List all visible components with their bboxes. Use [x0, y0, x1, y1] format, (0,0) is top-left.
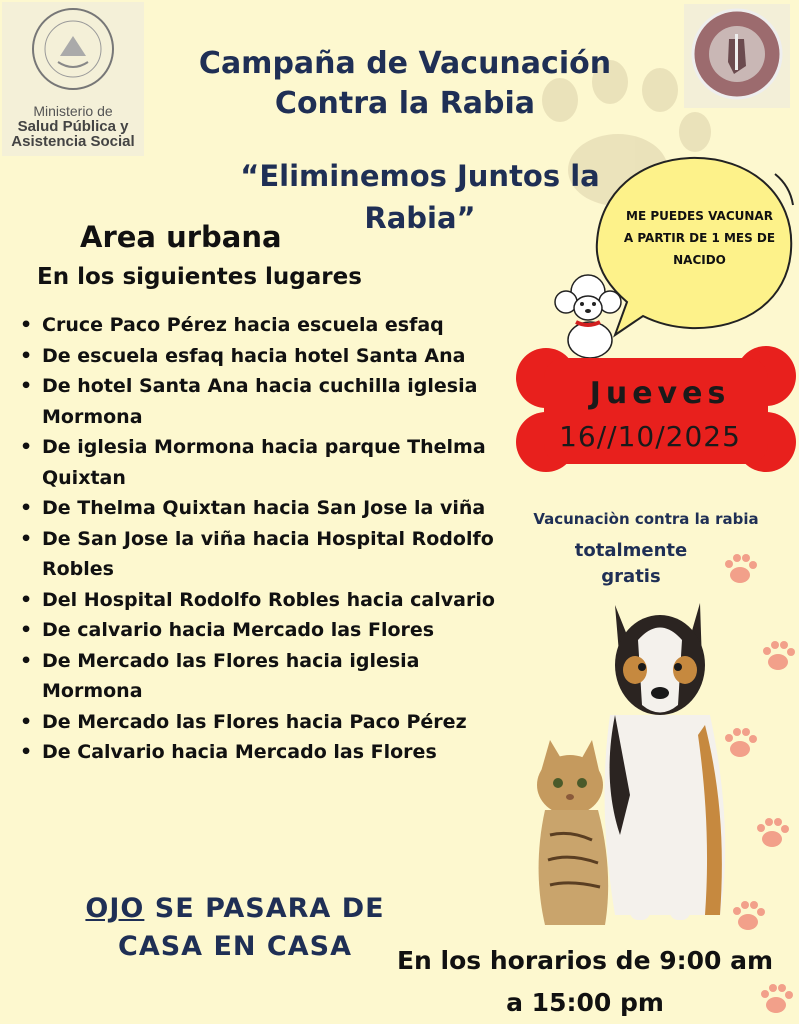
list-item: • De hotel Santa Ana hacia cuchilla iglesia Mormona — [20, 371, 500, 432]
list-item: • Del Hospital Rodolfo Robles hacia calvario — [20, 585, 500, 616]
list-item: • De calvario hacia Mercado las Flores — [20, 615, 500, 646]
title-line-1: Campaña de Vacunación — [198, 46, 612, 81]
bubble-line-1: ME PUEDES VACUNAR — [626, 209, 773, 223]
paw-print-icon — [720, 722, 760, 762]
ministry-line-3: Asistencia Social — [11, 133, 135, 150]
notice-line-1-rest: SE PASARA DE — [144, 893, 385, 924]
routes-list — [20, 310, 500, 768]
free-vaccination-emphasis — [506, 538, 756, 590]
free-line-2: totalmente — [574, 540, 688, 561]
area-heading: Area urbana — [80, 220, 282, 254]
coat-of-arms-icon — [30, 6, 116, 92]
notice-line-1 — [70, 890, 400, 928]
house-to-house-notice — [70, 890, 400, 966]
paw-print-icon — [758, 635, 798, 675]
ministry-line-1: Ministerio de — [33, 103, 113, 119]
schedule-hours — [385, 940, 785, 1024]
notice-ojo: OJO — [85, 893, 145, 924]
campaign-title — [150, 44, 660, 124]
list-item: • De escuela esfaq hacia hotel Santa Ana — [20, 341, 500, 372]
event-day: Jueves — [589, 376, 731, 411]
dog-and-cat-icon — [520, 595, 750, 935]
list-item: • De Calvario hacia Mercado las Flores — [20, 737, 500, 768]
places-heading: En los siguientes lugares — [37, 264, 362, 290]
notice-line-2: CASA EN CASA — [118, 931, 352, 962]
department-seal-icon — [684, 4, 790, 108]
free-line-3: gratis — [601, 566, 661, 587]
bubble-text — [622, 205, 777, 271]
ministry-line-2: Salud Pública y — [17, 118, 129, 135]
list-item: • De Thelma Quixtan hacia San Jose la viña — [20, 493, 500, 524]
title-line-2: Contra la Rabia — [274, 86, 536, 121]
list-item: • De iglesia Mormona hacia parque Thelma Quixtan — [20, 432, 500, 493]
event-date: 16//10/2025 — [559, 420, 741, 453]
paw-print-icon — [752, 812, 792, 852]
slogan-line-1: “Eliminemos Juntos la — [240, 159, 600, 193]
list-item: • De Mercado las Flores hacia iglesia Mormona — [20, 646, 500, 707]
paw-print-icon — [720, 548, 760, 588]
bubble-line-3: NACIDO — [673, 253, 726, 267]
slogan-line-2: Rabia” — [364, 201, 476, 235]
hours-line-1: En los horarios de 9:00 am — [396, 946, 774, 975]
ministry-name — [2, 104, 144, 149]
list-item: • Cruce Paco Pérez hacia escuela esfaq — [20, 310, 500, 341]
list-item: • De Mercado las Flores hacia Paco Pérez — [20, 707, 500, 738]
free-vaccination-line-1: Vacunaciòn contra la rabia — [533, 510, 759, 528]
list-item: • De San Jose la viña hacia Hospital Rodolfo Robles — [20, 524, 500, 585]
bubble-line-2: A PARTIR DE 1 MES DE — [623, 231, 776, 245]
hours-line-2: a 15:00 pm — [506, 988, 664, 1017]
paw-print-icon — [728, 895, 768, 935]
